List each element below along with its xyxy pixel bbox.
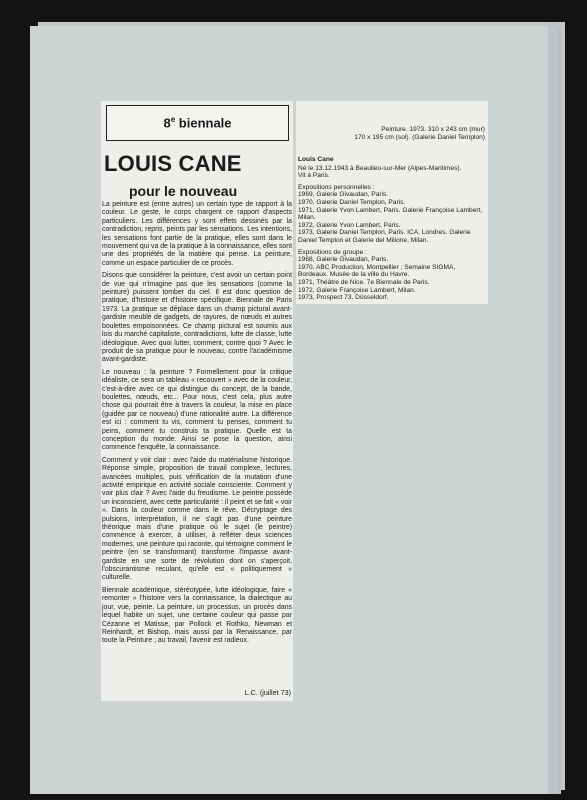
- paragraph-5: Biennale académique, stéréotypée, lutte idéologique, faire « remonter » l'histoire vers la connaissance, la dialectique au jour, vue, peinte. La peinture, un processus, un procès dans lequel habite un sujet, une certaine couleur qui passe par Cézanne et Matisse, par Pollock et Rothko, Newman et Reinhardt, et Bishop, mais aussi par la Renaissance, par toute la Peinture ; au travail, l'avenir est radieux.: [102, 586, 292, 645]
- caption-line: 170 x 195 cm (sol). (Galerie Daniel Templon): [354, 134, 485, 142]
- solo-heading: Expositions personnelles :: [298, 183, 375, 191]
- article-subtitle: pour le nouveau: [129, 183, 238, 199]
- article-clipping: [101, 101, 293, 701]
- paragraph-3: Le nouveau : la peinture ? Formellement pour la critique idéaliste, ce sera un tableau « recouvert » avec de la couleur, c'est-à-dire avec ce qui distingue du concept, de la bande, boulettes, nœuds, etc... Pour nous, c'est cela, plus autre chose qui pourrait être à travers la couleur, la mise en place (guidée par ce nouveau) d'une rationalité autre. La différence est ici : comment tu vis, comment tu penses, comment tu peins, comment tu construis ta pratique. Quelle est ta conception du monde. Ainsi se pose la question, ainsi commence l'enquête, la connaissance.: [102, 368, 292, 452]
- residence-line: Vit à Paris.: [298, 172, 330, 180]
- exhibition-item: 1973, Prospect 73, Düsseldorf.: [298, 294, 389, 302]
- group-heading: Expositions de groupe :: [298, 248, 367, 256]
- paragraph-4: Comment y voir clair : avec l'aide du matérialisme historique. Réponse simple, proposition de travail complexe, lectures, avancées multiples, puis vérification de la mutation d'une activité empirique en activité sociale consciente. Comment y voir plus clair ? Avec l'aide du freudisme. Le peintre possède un inconscient, avec cette particularité : il peint et se fait « voir ». Dans la couleur comme dans le rêve. Décryptage des pulsions, interprétation, il ne s'agit pas d'une peinture théorique mais d'une pratique où le sujet (le peintre) commence à exercer, à utiliser, à refléter deux sciences modernes, une peinture qui raconte, qui témoigne comment le peintre (en se transformant) transforme l'impasse avant-gardiste en une sorte de révolution dont on s'aperçoit, l'obscurantisme reculant, qu'elle est « politiquement » culturelle.: [102, 456, 292, 582]
- caption-line: Peinture. 1973. 310 x 243 cm (mur): [381, 126, 485, 133]
- exhibition-item: 1970, Galerie Daniel Templon, Paris.: [298, 198, 406, 206]
- paragraph-2: Disons que considérer la peinture, c'est avoir un certain point de vue qui n'imagine pas que les sensations (comme la peinture) puissent tomber du ciel. Il est donc question de pratique, d'histoire et d'histoire spécifique. Biennale de Paris 1973. La pratique se déplace dans un champ pictural avant-gardiste meublé de gadgets, de rayures, de nœuds et autres boulettes empoisonnées. Ce champ pictural est soumis aux lois du marché capitaliste, contradictions, lutte de classe, lutte idéologique. Avec quoi lutter, comment, contre quoi ? Avec le produit de sa pratique pour le nouveau, contre l'académisme avant-gardiste.: [102, 272, 292, 364]
- paragraph-1: La peinture est (entre autres) un certain type de rapport à la couleur. Le geste, le corps chargent ce rapport d'aspects particuliers. Les différences y sont effets dessinés par la contradiction, repris, peints par les sensations. Les intentions, les sensations font partie de la pratique, elles sont dans le mouvement qui va de la pratique à la connaissance, elles sont une des propriétés de la matière qui pense. La peinture, comme un espace particulier de ce procès.: [102, 201, 292, 267]
- signature: L.C. (juillet 73): [244, 688, 291, 697]
- exhibition-item: 1973, Galerie Daniel Templon, Paris. ICA, Londres. Galerie Daniel Templon et Galerie del Milione, Milan.: [298, 229, 471, 244]
- header-text: [163, 115, 231, 130]
- exhibition-item: 1971, Théâtre de Nice. 7e Biennale de Paris.: [298, 278, 430, 286]
- edition-superscript: e: [170, 115, 176, 125]
- bio-clipping: [296, 101, 488, 304]
- exhibition-item: 1972, Galerie Françoise Lambert, Milan.: [298, 286, 416, 294]
- author-name: LOUIS CANE: [104, 151, 242, 176]
- edition-label: biennale: [178, 115, 232, 131]
- artist-name: Louis Cane: [298, 156, 334, 163]
- exhibition-item: 1970, ABC Production, Montpellier ; Semaine SIGMA, Bordeaux. Musée de la ville du Havre.: [298, 263, 456, 279]
- article-body: [102, 201, 292, 650]
- biennale-header: [106, 105, 289, 141]
- exhibition-item: 1971, Galerie Yvon Lambert, Paris. Galerie Françoise Lambert, Milan.: [298, 206, 483, 222]
- artwork-caption: [300, 126, 485, 142]
- exhibition-item: 1969, Galerie Givaudan, Paris.: [298, 191, 389, 199]
- board-edge: [548, 22, 558, 794]
- exhibition-item: 1968, Galerie Givaudan, Paris.: [298, 256, 389, 264]
- artist-bio: [298, 156, 486, 302]
- birth-line: Né le 13.12.1943 à Beaulieu-sur-Mer (Alpes-Maritimes).: [298, 164, 462, 172]
- edition-number: 8: [163, 115, 171, 131]
- exhibition-item: 1972, Galerie Yvon Lambert, Paris.: [298, 221, 401, 229]
